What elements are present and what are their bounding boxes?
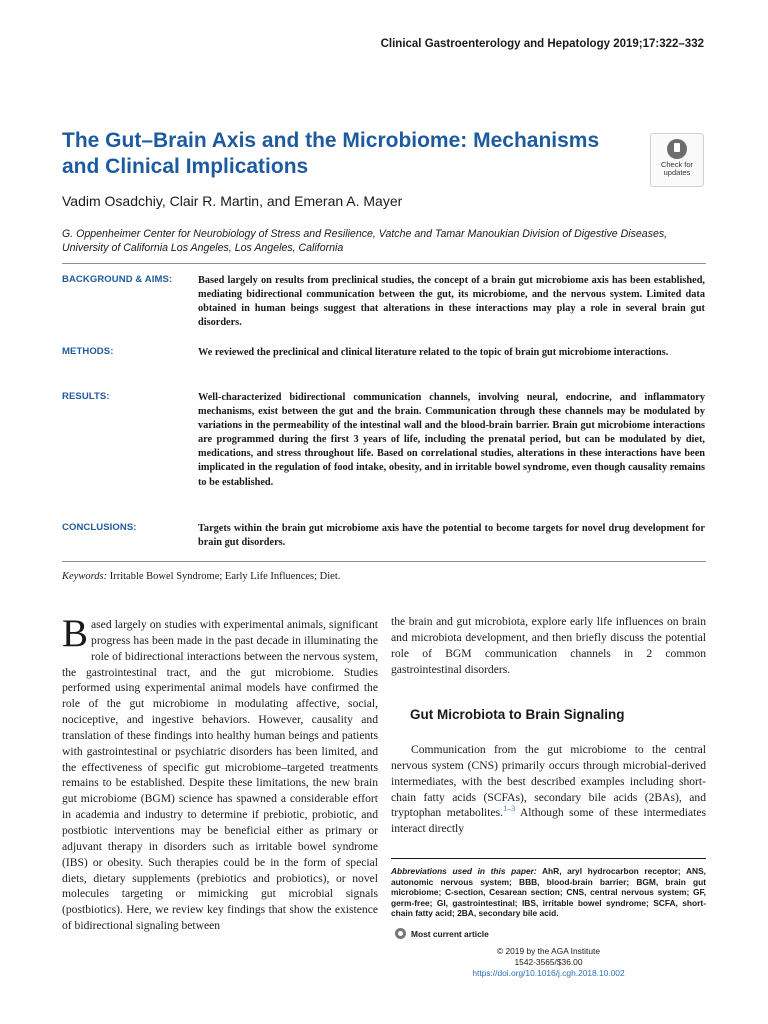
background-label: BACKGROUND & AIMS: [62, 274, 173, 285]
intro-paragraph-left [62, 612, 378, 934]
results-label: RESULTS: [62, 391, 110, 402]
most-current-label: Most current article [411, 928, 489, 939]
section-text-a: Communication from the gut microbiome to the central nervous system (CNS) primarily occurs through microbial-derived intermediates, with the best described examples including short-chain fatty acids (SCFAs), secondary bile acids (2BAs), and tryptophan metabolites. [391, 743, 706, 820]
methods-text: We reviewed the preclinical and clinical literature related to the topic of brain gut microbiome interactions. [198, 347, 669, 358]
reference-link[interactable]: 1–3 [503, 804, 516, 814]
author-list: Vadim Osadchiy, Clair R. Martin, and Emeran A. Mayer [62, 193, 403, 209]
section-paragraph [391, 742, 706, 837]
author-affiliation: G. Oppenheimer Center for Neurobiology of Stress and Resilience, Vatche and Tamar Manoukian Division of Digestive Diseases, University of California Los Angeles, Los Angeles, California [62, 228, 668, 254]
abbreviations-footnote [391, 866, 706, 919]
badge-line-1: Check for [660, 160, 694, 169]
most-current-article [395, 928, 489, 939]
intro-paragraph-right: the brain and gut microbiota, explore early life influences on brain and microbiota development, and then briefly discuss the potential role of BGM communication channels in 2 common gastrointestinal disorders. [391, 615, 706, 676]
abbreviations-label: Abbreviations used in this paper: [391, 866, 537, 876]
keywords-line [62, 571, 340, 582]
article-title: The Gut–Brain Axis and the Microbiome: Mechanisms and Clinical Implications [62, 129, 600, 178]
keywords-label: Keywords: [62, 571, 108, 582]
journal-citation: Clinical Gastroenterology and Hepatology 2019;17:322–332 [380, 38, 704, 50]
background-text: Based largely on results from preclinical studies, the concept of a brain gut microbiome axis has been established, mediating bidirectional communication between the gut, its microbiome, and the nervous system. Limited data obtained in human beings suggest that alterations in these interactions may play a role in several brain gut disorders. [198, 275, 705, 329]
keywords-text: Irritable Bowel Syndrome; Early Life Influences; Diet. [107, 571, 341, 582]
check-for-updates-badge[interactable] [650, 133, 704, 187]
results-text: Well-characterized bidirectional communication channels, involving neural, endocrine, and inflammatory mechanisms, exist between the gut and the brain. Communication through these channels may be modulated by variations in the permeability of the intestinal wall and the blood-brain barrier. Brain gut microbiome interactions are programmed during the first 3 years of life, including the prenatal period, but can be modulated by diet, medications, and stress throughout life. Based on correlational studies, alterations in these interactions have been implicated in the regulation of food intake, obesity, and in irritable bowel syndrome, even though causality remains to be established. [198, 392, 705, 488]
drop-cap: B [62, 612, 89, 655]
issn-price: 1542-3565/$36.00 [514, 956, 583, 967]
intro-left-text: ased largely on studies with experimental animals, significant progress has been made in the past decade in illuminating the role of bidirectional interactions between the nervous system, the gastrointestinal tract, and the gut microbiome. Studies performed using experimental animal models have confirmed the role of the gut microbiome in modulating affective, social, nociceptive, and ingestive behaviors. However, causality and translation of these findings into healthy human beings and patients with gastrointestinal or psychiatric disorders has been limited, and the effectiveness of specific gut microbiome–targeted treatments remains to be established. Despite these limitations, the new brain gut microbiome (BGM) science has spawned a considerable effort in academia and industry to determine if prebiotic, probiotic, and postbiotic interventions may be beneficial either as primary or adjuvant therapy in disorders such as irritable bowel syndrome (IBS) or obesity. Such therapies could be in the form of special diets, dietary supplements (prebiotics and probiotics), or novel molecules targeting or mimicking gut microbial signals (postbiotics). Here, we review key findings that show the existence of bidirectional signaling between [62, 618, 378, 933]
doi-link[interactable]: https://doi.org/10.1016/j.cgh.2018.10.002 [472, 967, 625, 978]
conclusions-text: Targets within the brain gut microbiome axis have the potential to become targets for novel drug development for brain gut disorders. [198, 523, 705, 549]
most-current-icon [395, 928, 406, 939]
methods-label: METHODS: [62, 346, 114, 357]
abbreviations-text: AhR, aryl hydrocarbon receptor; ANS, autonomic nervous system; BBB, blood-brain barrier; BGM, brain gut microbiome; C-section, Cesarean section; CNS, central nervous system; GF, germ-free; GI, gastrointestinal; IBS, irritable bowel syndrome; SCFA, short-chain fatty acid; 2BA, secondary bile acid. [391, 866, 706, 919]
abstract-bottom-divider [62, 561, 706, 562]
section-heading: Gut Microbiota to Brain Signaling [410, 707, 625, 722]
conclusions-label: CONCLUSIONS: [62, 522, 137, 533]
copyright-block [391, 946, 706, 978]
badge-line-2: updates [663, 168, 691, 177]
footnote-divider [391, 858, 706, 859]
bookmark-icon [667, 139, 687, 159]
abstract-top-divider [62, 263, 706, 264]
section-text-b: Although some of these intermediates interact directly [391, 806, 706, 836]
copyright-text: © 2019 by the AGA Institute [496, 946, 600, 956]
